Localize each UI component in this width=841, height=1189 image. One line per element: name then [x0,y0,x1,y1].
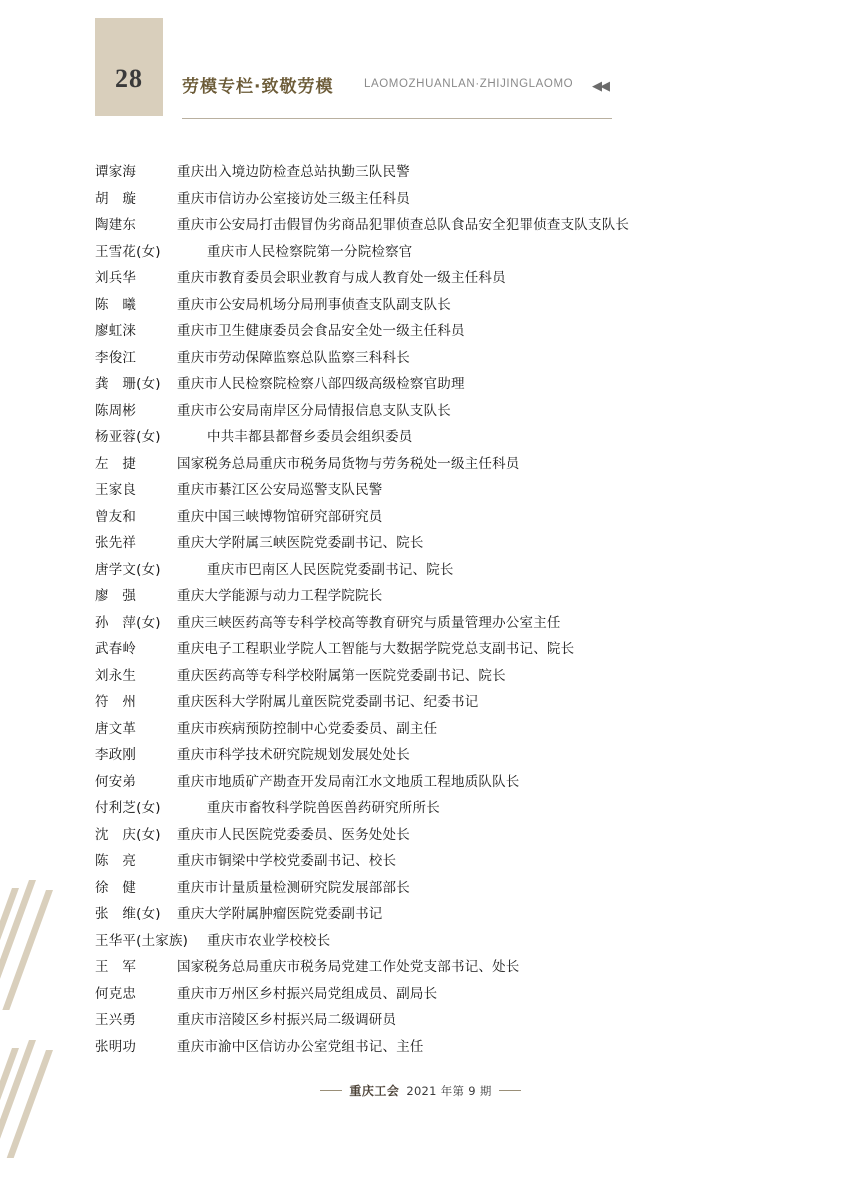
honoree-name: 李俊江 [95,349,137,366]
honoree-title: 重庆医药高等专科学校附属第一医院党委副书记、院长 [177,667,506,684]
honoree-title: 国家税务总局重庆市税务局货物与劳务税处一级主任科员 [177,455,520,472]
honoree-title: 重庆市畜牧科学院兽医兽药研究所所长 [207,800,440,816]
honoree-title: 重庆电子工程职业学院人工智能与大数据学院党总支副书记、院长 [177,641,575,657]
honoree-title: 国家税务总局重庆市税务局党建工作处党支部书记、处长 [177,959,520,975]
list-item [95,187,755,214]
section-title-cn: 劳模专栏·致敬劳模 [182,77,334,97]
list-item [95,478,755,505]
list-item [95,796,755,823]
honoree-name: 王 军 [95,959,137,975]
honoree-title: 重庆中国三峡博物馆研究部研究员 [177,508,383,525]
honoree-name: 武春岭 [95,641,137,657]
honoree-name: 王兴勇 [95,1012,137,1028]
honoree-title: 重庆市铜梁中学校党委副书记、校长 [177,853,397,869]
issue-label: 2021 年第 9 期 [406,1083,492,1098]
honoree-title: 重庆市巴南区人民医院党委副书记、院长 [207,561,454,578]
page-header [0,0,841,140]
honoree-list [95,160,755,1061]
honoree-name: 王家良 [95,482,137,498]
honoree-name: 左 捷 [95,455,137,472]
list-item [95,213,755,240]
honoree-name: 付利芝(女) [95,800,161,816]
honoree-title: 重庆大学附属肿瘤医院党委副书记 [177,906,383,922]
honoree-name: 孙 萍(女) [95,614,161,631]
honoree-name: 张先祥 [95,535,137,551]
honoree-name: 胡 璇 [95,190,137,207]
double-left-arrow-icon: ◀◀ [592,78,608,93]
section-title-en: LAOMOZHUANLAN·ZHIJINGLAOMO [364,78,574,90]
honoree-name: 陈 曦 [95,296,137,313]
honoree-name: 李政刚 [95,747,137,763]
honoree-title: 重庆市公安局南岸区分局情报信息支队支队长 [177,402,451,419]
list-item [95,664,755,691]
list-item [95,982,755,1009]
honoree-title: 重庆出入境边防检查总站执勤三队民警 [177,164,410,180]
page-footer [0,1078,841,1099]
list-item [95,637,755,664]
honoree-title: 重庆市疾病预防控制中心党委委员、副主任 [177,720,438,737]
honoree-name: 杨亚蓉(女) [95,429,161,445]
honoree-title: 重庆市人民医院党委委员、医务处处长 [177,826,410,843]
list-item [95,266,755,293]
list-item [95,902,755,929]
list-item [95,584,755,611]
honoree-title: 重庆医科大学附属儿童医院党委副书记、纪委书记 [177,694,479,710]
honoree-name: 徐 健 [95,879,137,896]
honoree-title: 中共丰都县都督乡委员会组织委员 [207,429,413,445]
list-item [95,770,755,797]
list-item [95,452,755,479]
list-item [95,372,755,399]
honoree-title: 重庆大学能源与动力工程学院院长 [177,588,383,604]
honoree-title: 重庆市教育委员会职业教育与成人教育处一级主任科员 [177,270,506,286]
honoree-title: 重庆三峡医药高等专科学校高等教育研究与质量管理办公室主任 [177,614,561,631]
page-number: 28 [115,64,143,93]
honoree-name: 何安弟 [95,773,137,790]
honoree-name: 陈周彬 [95,402,137,419]
honoree-name: 廖虹涞 [95,323,137,339]
footer-rule-left [320,1090,342,1091]
honoree-name: 王华平(土家族) [95,932,189,949]
list-item [95,611,755,638]
list-item [95,531,755,558]
honoree-name: 唐文革 [95,720,137,737]
magazine-name: 重庆工会 [349,1084,400,1098]
list-item [95,690,755,717]
decorative-slashes [12,880,64,1170]
honoree-name: 曾友和 [95,508,137,525]
honoree-name: 唐学文(女) [95,561,161,578]
list-item [95,399,755,426]
honoree-title: 重庆市人民检察院第一分院检察官 [207,243,413,260]
list-item [95,1035,755,1062]
slash-shape [7,1050,53,1158]
list-item [95,425,755,452]
honoree-title: 重庆市卫生健康委员会食品安全处一级主任科员 [177,323,465,339]
header-divider [182,118,612,119]
list-item [95,505,755,532]
honoree-name: 沈 庆(女) [95,826,161,843]
list-item [95,346,755,373]
list-item [95,929,755,956]
honoree-name: 刘兵华 [95,270,137,286]
honoree-name: 谭家海 [95,164,137,180]
honoree-name: 张明功 [95,1038,137,1055]
honoree-name: 龚 珊(女) [95,376,161,392]
list-item [95,743,755,770]
list-item [95,955,755,982]
honoree-name: 符 州 [95,694,137,710]
list-item [95,717,755,744]
honoree-name: 陈 亮 [95,853,137,869]
honoree-title: 重庆市万州区乡村振兴局党组成员、副局长 [177,985,438,1002]
honoree-title: 重庆市地质矿产勘查开发局南江水文地质工程地质队队长 [177,773,520,790]
honoree-title: 重庆市公安局打击假冒伪劣商品犯罪侦查总队食品安全犯罪侦查支队支队长 [177,217,630,233]
honoree-title: 重庆市人民检察院检察八部四级高级检察官助理 [177,376,465,392]
honoree-title: 重庆市计量质量检测研究院发展部部长 [177,879,410,896]
honoree-title: 重庆市科学技术研究院规划发展处处长 [177,747,410,763]
honoree-name: 刘永生 [95,667,137,684]
list-item [95,1008,755,1035]
honoree-title: 重庆市涪陵区乡村振兴局二级调研员 [177,1012,397,1028]
list-item [95,240,755,267]
honoree-name: 廖 强 [95,588,137,604]
list-item [95,160,755,187]
honoree-title: 重庆市农业学校校长 [207,932,331,949]
list-item [95,849,755,876]
footer-rule-right [499,1090,521,1091]
list-item [95,293,755,320]
honoree-title: 重庆市劳动保障监察总队监察三科科长 [177,349,410,366]
list-item [95,823,755,850]
honoree-title: 重庆市渝中区信访办公室党组书记、主任 [177,1038,424,1055]
list-item [95,558,755,585]
honoree-name: 王雪花(女) [95,243,161,260]
honoree-name: 陶建东 [95,217,137,233]
honoree-title: 重庆市綦江区公安局巡警支队民警 [177,482,383,498]
honoree-name: 张 维(女) [95,906,161,922]
honoree-title: 重庆市信访办公室接访处三级主任科员 [177,190,410,207]
list-item [95,876,755,903]
list-item [95,319,755,346]
honoree-title: 重庆大学附属三峡医院党委副书记、院长 [177,535,424,551]
honoree-name: 何克忠 [95,985,137,1002]
honoree-title: 重庆市公安局机场分局刑事侦查支队副支队长 [177,296,451,313]
